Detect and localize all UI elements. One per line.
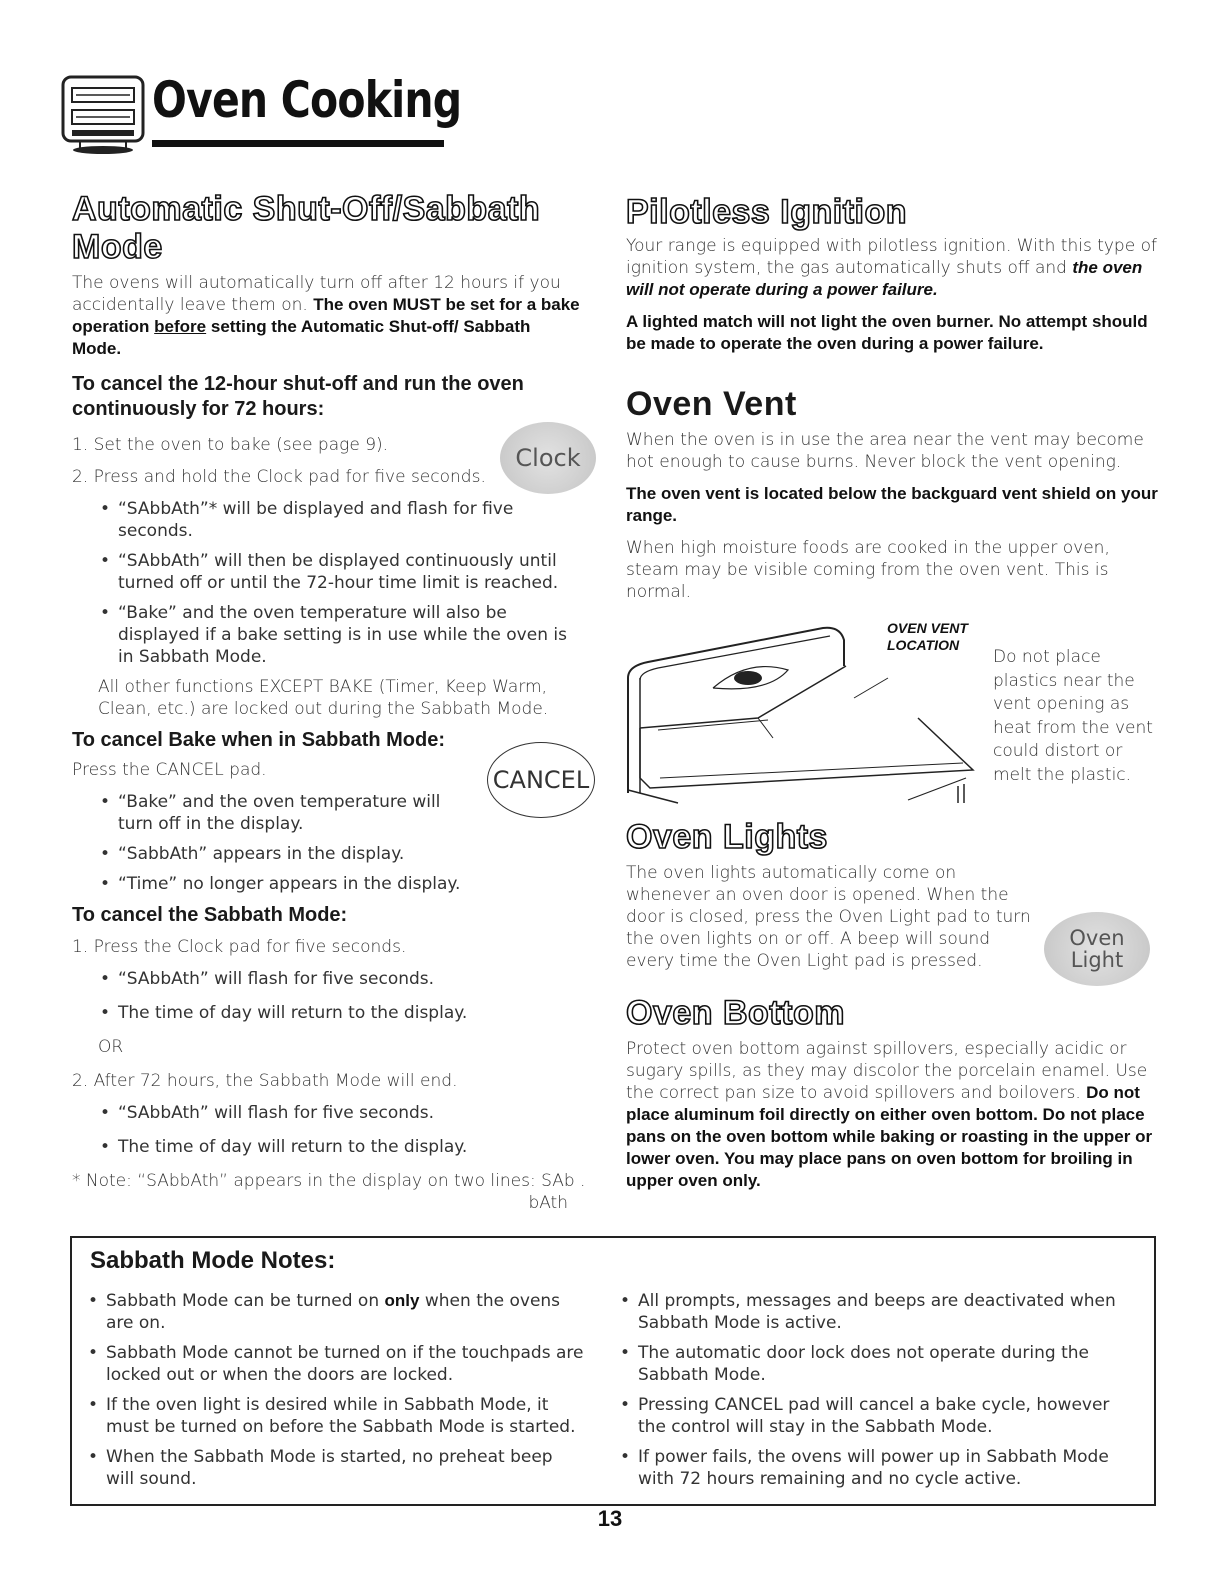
section-title-vent: Oven Vent (626, 385, 797, 423)
press-cancel: Press the CANCEL pad. (72, 760, 267, 780)
lights-p1: The oven lights automatically come on whenever an oven door is opened. When the door is closed, press the Oven Light pad to turn the oven lights on or off. A beep will sound every time the Oven Light pad is pressed. (626, 863, 1031, 971)
page-number: 13 (597, 1506, 623, 1531)
footnote-line-2: bAth (528, 1193, 568, 1213)
section-title-lights: Oven Lights (626, 818, 828, 856)
bullet-list-1 (98, 498, 582, 668)
bullet-list-3 (98, 968, 578, 1024)
list-item: • The time of day will return to the display. (98, 1136, 578, 1158)
cancel-sabbath-step-1: 1. Press the Clock pad for five seconds. (72, 937, 407, 957)
list-item: • “Bake” and the oven temperature will turn off in the display. (98, 791, 478, 835)
pilotless-warning: A lighted match will not light the oven burner. No attempt should be made to operate the oven during a power failure. (626, 312, 1148, 353)
sabbath-intro: The ovens will automatically turn off after 12 hours if you accidentally leave them on. The oven MUST be set for a bake operation before setting the Automatic Shut-off/ Sabbath Mode. (72, 273, 580, 358)
step-2: 2. Press and hold the Clock pad for five seconds. (72, 467, 486, 487)
list-item: • All prompts, messages and beeps are deactivated when Sabbath Mode is active. (618, 1290, 1138, 1334)
pilotless-p1: Your range is equipped with pilotless ignition. With this type of ignition system, the gas automatically shuts off and the oven will not operate during a power failure. (626, 236, 1157, 299)
or-text: OR (98, 1037, 124, 1057)
all-other-functions: All other functions EXCEPT BAKE (Timer, Keep Warm, Clean, etc.) are locked out during the Sabbath Mode. (98, 677, 549, 719)
subheading-cancel-sabbath: To cancel the Sabbath Mode: (72, 904, 348, 926)
list-item: • “SAbbAth”* will be displayed and flash for five seconds. (98, 498, 582, 542)
sabbath-notes-box (70, 1236, 1156, 1506)
clock-pad-label: Clock (515, 444, 581, 472)
list-item: • “SabbAth” appears in the display. (98, 843, 478, 865)
list-item: • Sabbath Mode cannot be turned on if the touchpads are locked out or when the doors are locked. (86, 1342, 586, 1386)
subheading-cancel-12-hour: To cancel the 12-hour shut-off and run the oven continuously for 72 hours: (72, 373, 524, 420)
vent-p3: When high moisture foods are cooked in the upper oven, steam may be visible coming from the oven vent. This is normal. (626, 538, 1110, 602)
list-item: • The automatic door lock does not operate during the Sabbath Mode. (618, 1342, 1138, 1386)
list-item: • “SAbbAth” will flash for five seconds. (98, 1102, 578, 1124)
footnote-line-1: * Note: “SAbbAth” appears in the display on two lines: SAb . (72, 1171, 586, 1191)
list-item: • Sabbath Mode can be turned on only when the ovens are on. (86, 1290, 586, 1334)
bullet-list-2 (98, 791, 478, 895)
bullet-list-4 (98, 1102, 578, 1158)
oven-bottom-section (626, 994, 1166, 1192)
oven-light-pad (1044, 912, 1150, 986)
list-item: • “SAbbAth” will then be displayed continuously until turned off or until the 72-hour time limit is reached. (98, 550, 582, 594)
list-item: • If the oven light is desired while in Sabbath Mode, it must be turned on before the Sabbath Mode is started. (86, 1394, 586, 1438)
right-column (626, 193, 1166, 603)
clock-pad (500, 422, 596, 494)
oven-light-pad-label-2: Light (1070, 948, 1124, 972)
list-item: • Pressing CANCEL pad will cancel a bake cycle, however the control will stay in the Sabbath Mode. (618, 1394, 1138, 1438)
cancel-pad (487, 742, 595, 818)
section-title-pilotless: Pilotless Ignition (626, 193, 908, 231)
vent-p2: The oven vent is located below the backguard vent shield on your range. (626, 484, 1158, 525)
bottom-p1: Protect oven bottom against spillovers, especially acidic or sugary spills, as they may discolor the porcelain enamel. Use the correct pan size to avoid spillovers and boilovers. Do not place aluminum foil directly on either oven bottom. Do not place pans on the oven bottom while baking or roasting in the upper or lower oven. You may place pans on oven bottom for broiling in upper oven only. (626, 1039, 1153, 1190)
section-title-bottom: Oven Bottom (626, 994, 845, 1032)
page-header (60, 62, 462, 158)
step-1: 1. Set the oven to bake (see page 9). (72, 435, 389, 455)
list-item: • “Time” no longer appears in the display. (98, 873, 478, 895)
section-title-sabbath: Automatic Shut-Off/Sabbath Mode (72, 190, 541, 266)
subheading-cancel-bake: To cancel Bake when in Sabbath Mode: (72, 729, 446, 751)
list-item: • “Bake” and the oven temperature will also be displayed if a bake setting is in use while the oven is in Sabbath Mode. (98, 602, 582, 668)
vent-caption: Do not place plastics near the vent opening as heat from the vent could distort or melt the plastic. (993, 647, 1153, 785)
notes-title: Sabbath Mode Notes: (90, 1247, 336, 1274)
oven-icon (60, 74, 146, 156)
vent-location-label: OVEN VENT LOCATION (887, 620, 968, 653)
page-title: Oven Cooking (152, 71, 462, 129)
left-column (72, 190, 592, 1214)
notes-left-list (86, 1290, 586, 1498)
list-item: • When the Sabbath Mode is started, no preheat beep will sound. (86, 1446, 586, 1490)
oven-light-pad-label-1: Oven (1069, 926, 1125, 950)
cancel-sabbath-step-2: 2. After 72 hours, the Sabbath Mode will end. (72, 1071, 458, 1091)
list-item: • The time of day will return to the display. (98, 1002, 578, 1024)
cancel-pad-label: CANCEL (492, 766, 590, 794)
notes-right-list (618, 1290, 1138, 1498)
list-item: • If power fails, the ovens will power up in Sabbath Mode with 72 hours remaining and no cycle active. (618, 1446, 1138, 1490)
list-item: • “SAbbAth” will flash for five seconds. (98, 968, 578, 990)
vent-p1: When the oven is in use the area near the vent may become hot enough to cause burns. Never block the vent opening. (626, 430, 1144, 472)
title-rule (152, 140, 444, 147)
